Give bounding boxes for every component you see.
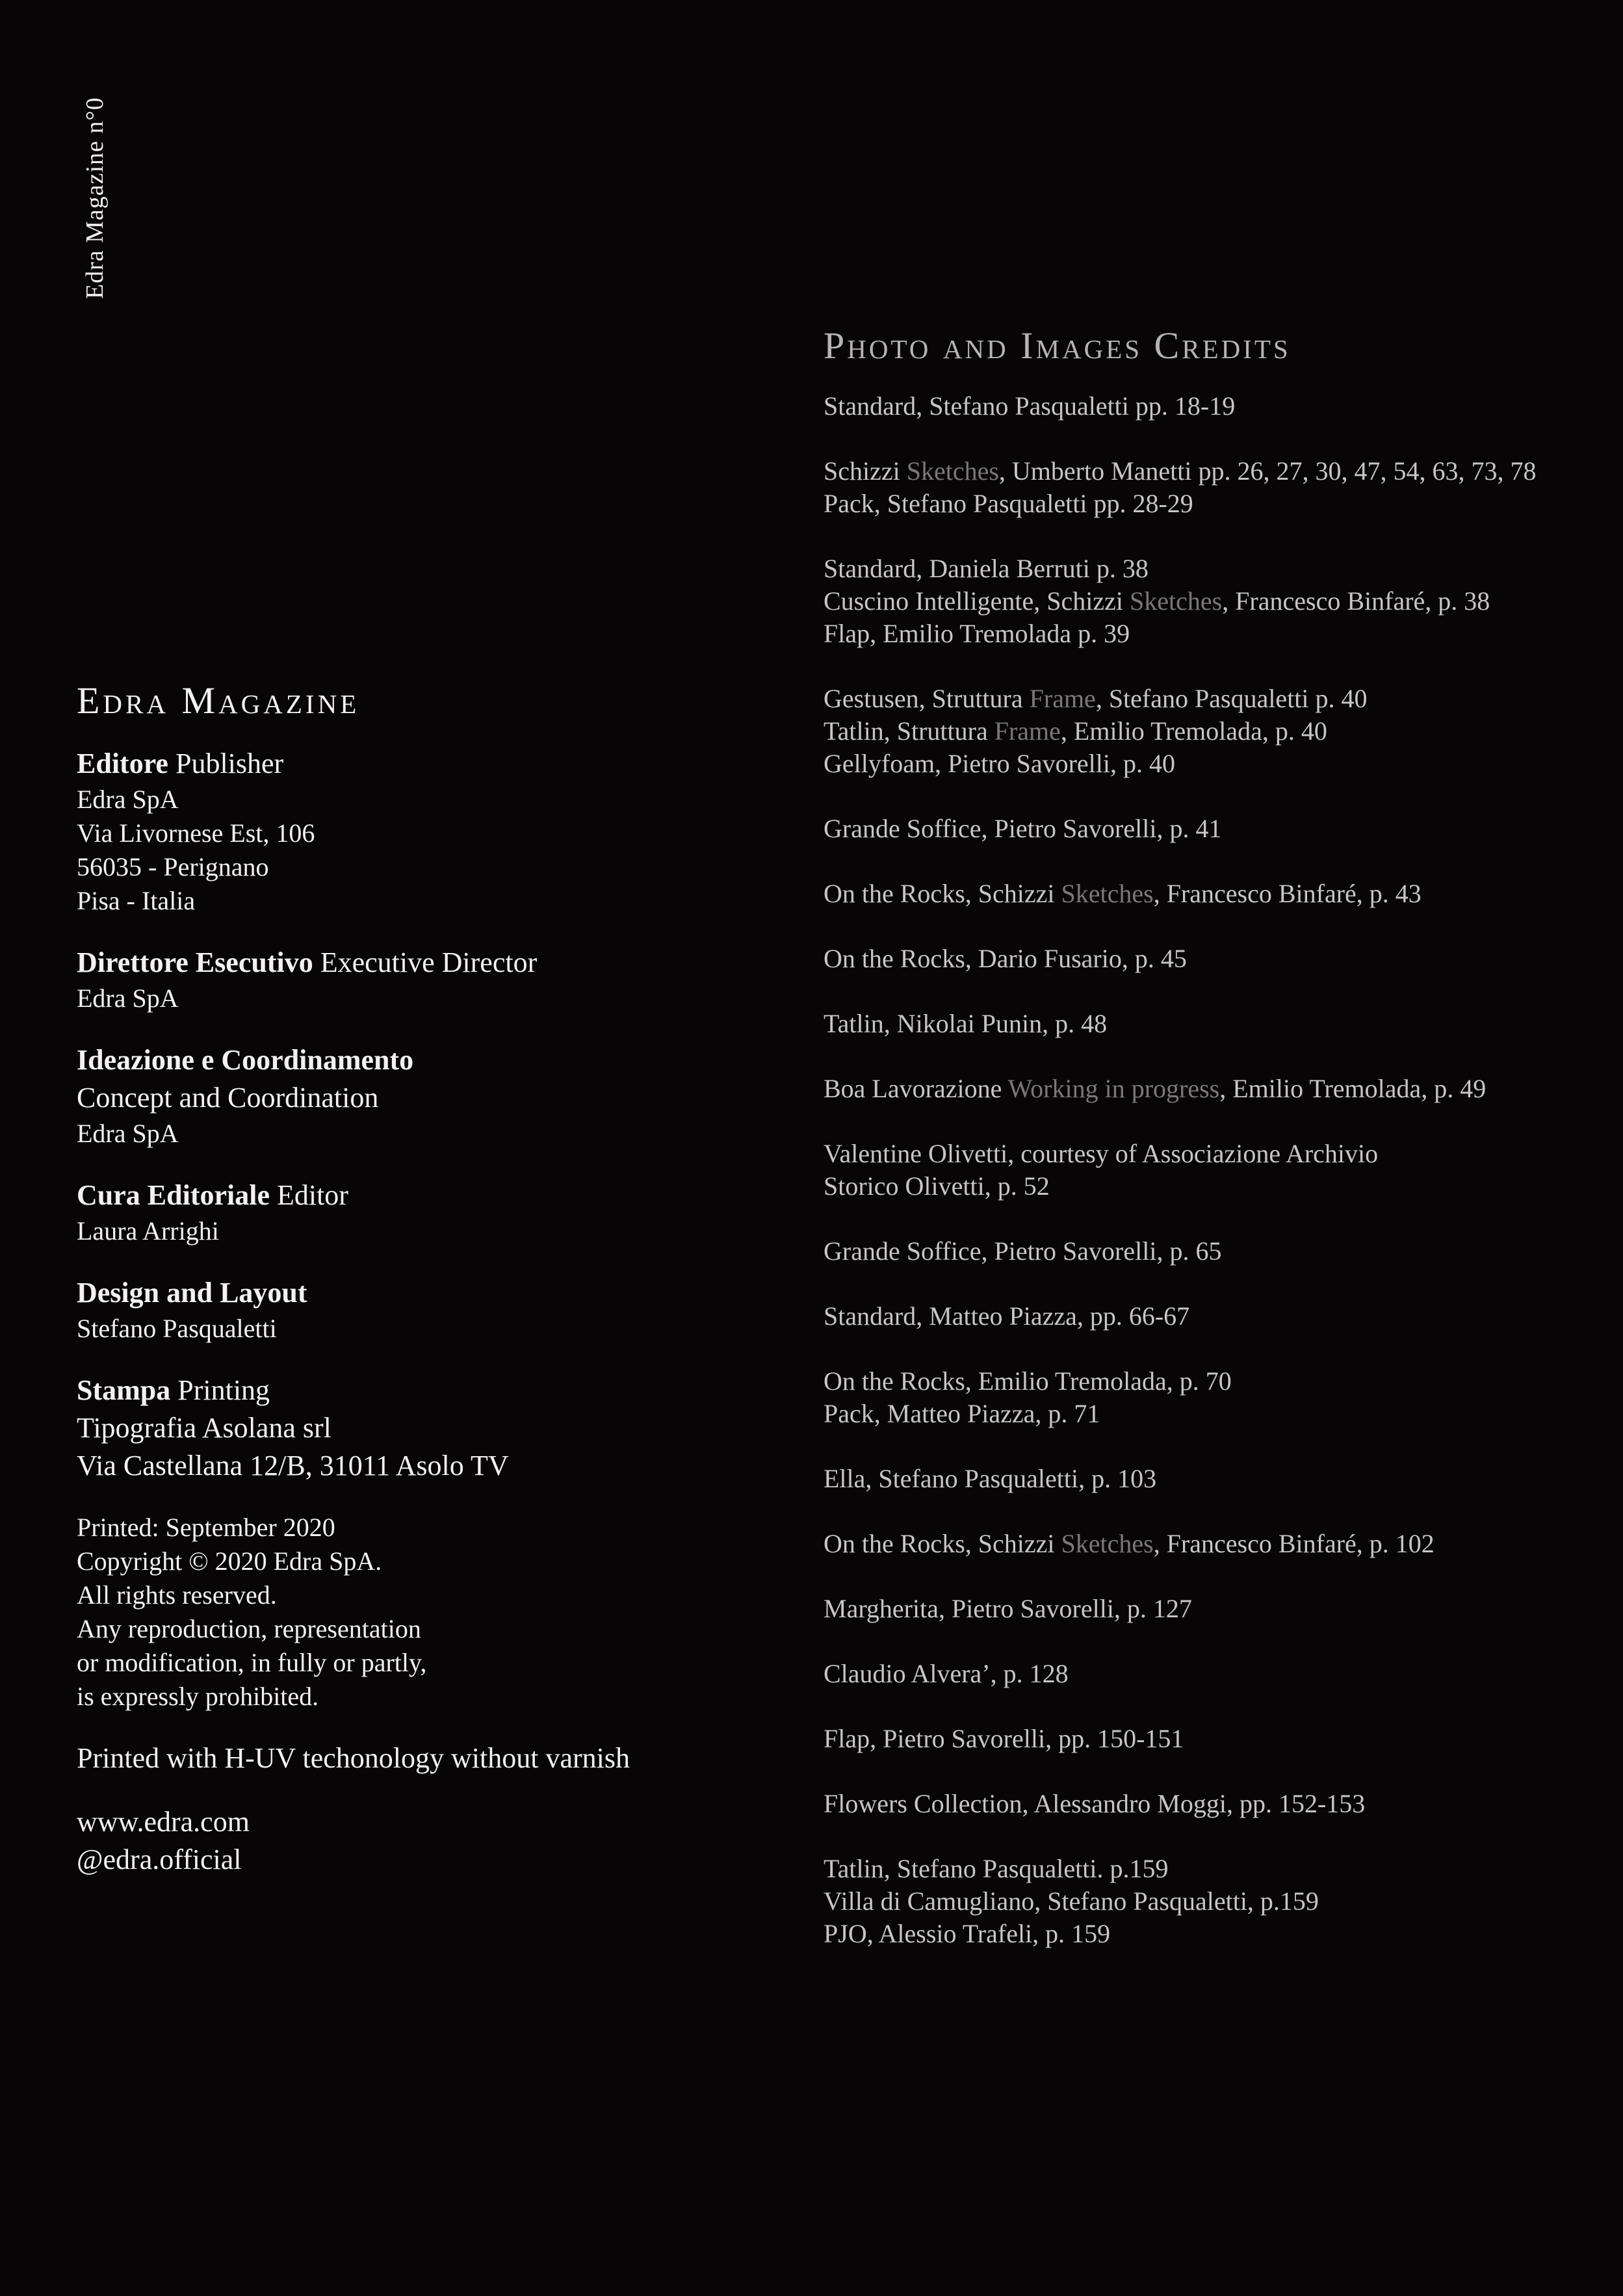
credit-text: Gestusen, Struttura <box>824 683 1030 713</box>
credit-text: , Emilio Tremolada, p. 40 <box>1060 716 1327 746</box>
design-role-text: Design and Layout <box>77 1276 307 1309</box>
publisher-line: Edra SpA <box>77 784 179 814</box>
design-role <box>77 1274 766 1312</box>
credit-line <box>824 1170 1591 1203</box>
credit-translation: Sketches <box>1061 878 1154 908</box>
credits-heading: Photo and Images Credits <box>824 324 1291 367</box>
credit-line <box>824 618 1591 650</box>
editor-role <box>77 1177 766 1214</box>
editor-block <box>77 1177 766 1248</box>
credit-group <box>824 943 1591 975</box>
credit-group <box>824 1788 1591 1820</box>
credit-line <box>824 1528 1591 1560</box>
print-note-block <box>77 1740 766 1777</box>
credit-line <box>824 1853 1591 1885</box>
credit-line <box>824 715 1591 748</box>
design-line: Stefano Pasqualetti <box>77 1313 277 1343</box>
credit-group <box>824 553 1591 650</box>
website-link[interactable]: www.edra.com <box>77 1805 250 1838</box>
legal-line: Copyright © 2020 Edra SpA. <box>77 1546 382 1576</box>
credit-line <box>824 1885 1591 1918</box>
credit-line <box>824 455 1591 488</box>
credits-list <box>824 390 1591 1950</box>
credit-text: Tatlin, Struttura <box>824 716 994 746</box>
credit-line <box>824 1008 1591 1040</box>
credit-line <box>824 1073 1591 1105</box>
publisher-block <box>77 745 766 918</box>
credit-group <box>824 1235 1591 1268</box>
design-block <box>77 1274 766 1346</box>
legal-line: is expressly prohibited. <box>77 1681 319 1711</box>
credit-text: Margherita, Pietro Savorelli, p. 127 <box>824 1593 1192 1623</box>
credit-translation: Sketches <box>1061 1528 1154 1558</box>
executive-director-line: Edra SpA <box>77 983 179 1013</box>
credit-line <box>824 390 1591 423</box>
credit-text: Gellyfoam, Pietro Savorelli, p. 40 <box>824 748 1176 778</box>
printing-role-en: Printing <box>177 1374 270 1406</box>
credit-group <box>824 1365 1591 1430</box>
legal-block <box>77 1511 766 1714</box>
credit-text: Flowers Collection, Alessandro Moggi, pp. 152-153 <box>824 1788 1366 1818</box>
credit-line <box>824 748 1591 780</box>
contacts-block <box>77 1803 766 1879</box>
credit-text: Schizzi <box>824 456 907 486</box>
credit-text: On the Rocks, Schizzi <box>824 1528 1061 1558</box>
credit-line <box>824 1365 1591 1398</box>
credit-group <box>824 683 1591 780</box>
credit-text: Claudio Alvera’, p. 128 <box>824 1658 1069 1688</box>
magazine-issue-title: Edra Magazine n°0 <box>81 97 109 299</box>
credit-translation: Frame <box>994 716 1061 746</box>
credit-group <box>824 1658 1591 1690</box>
credit-line <box>824 1658 1591 1690</box>
credit-line <box>824 943 1591 975</box>
credit-line <box>824 1300 1591 1333</box>
credit-text: PJO, Alessio Trafeli, p. 159 <box>824 1918 1111 1948</box>
credit-text: Flap, Pietro Savorelli, pp. 150-151 <box>824 1723 1184 1753</box>
credit-text: On the Rocks, Dario Fusario, p. 45 <box>824 943 1187 973</box>
credit-text: , Emilio Tremolada, p. 49 <box>1219 1073 1487 1103</box>
credit-line <box>824 585 1591 618</box>
legal-line: Any reproduction, representation <box>77 1613 421 1643</box>
credit-group <box>824 1463 1591 1495</box>
credit-text: On the Rocks, Schizzi <box>824 878 1061 908</box>
credit-line <box>824 553 1591 585</box>
credit-line <box>824 813 1591 845</box>
colophon <box>77 680 766 1905</box>
credit-group <box>824 878 1591 910</box>
credit-line <box>824 1398 1591 1430</box>
credit-line <box>824 1138 1591 1170</box>
credit-text: Cuscino Intelligente, Schizzi <box>824 586 1130 616</box>
credit-text: , Francesco Binfaré, p. 38 <box>1222 586 1490 616</box>
publisher-line: Via Livornese Est, 106 <box>77 818 315 848</box>
legal-line: or modification, in fully or partly, <box>77 1647 427 1677</box>
credit-text: Grande Soffice, Pietro Savorelli, p. 65 <box>824 1236 1222 1266</box>
concept-role-it-text: Ideazione e Coordinamento <box>77 1043 414 1076</box>
credit-line <box>824 1463 1591 1495</box>
credit-text: , Umberto Manetti pp. 26, 27, 30, 47, 54, 63, 73, 78 <box>998 456 1537 486</box>
printing-line: Via Castellana 12/B, 31011 Asolo TV <box>77 1449 509 1481</box>
credit-text: Tatlin, Nikolai Punin, p. 48 <box>824 1008 1108 1038</box>
credit-translation: Sketches <box>906 456 999 486</box>
credit-text: Flap, Emilio Tremolada p. 39 <box>824 618 1130 648</box>
executive-director-role-it: Direttore Esecutivo <box>77 946 313 978</box>
credit-text: Standard, Daniela Berruti p. 38 <box>824 553 1149 583</box>
credit-translation: Sketches <box>1130 586 1223 616</box>
concept-role-en: Concept and Coordination <box>77 1081 379 1114</box>
publisher-role-en: Publisher <box>175 747 284 779</box>
credit-text: , Francesco Binfaré, p. 43 <box>1153 878 1422 908</box>
executive-director-role <box>77 944 766 982</box>
credit-line <box>824 488 1591 520</box>
credit-text: Storico Olivetti, p. 52 <box>824 1171 1050 1201</box>
credit-line <box>824 1593 1591 1625</box>
credit-text: Standard, Stefano Pasqualetti pp. 18-19 <box>824 391 1236 421</box>
concept-block <box>77 1041 766 1151</box>
credit-text: Tatlin, Stefano Pasqualetti. p.159 <box>824 1853 1169 1883</box>
printing-line: Tipografia Asolana srl <box>77 1411 331 1444</box>
editor-role-it: Cura Editoriale <box>77 1179 270 1211</box>
credit-group <box>824 455 1591 520</box>
credit-group <box>824 1300 1591 1333</box>
credit-text: Boa Lavorazione <box>824 1073 1008 1103</box>
publisher-role <box>77 745 766 783</box>
credit-text: Pack, Stefano Pasqualetti pp. 28-29 <box>824 488 1193 518</box>
editor-line: Laura Arrighi <box>77 1216 219 1246</box>
credit-text: , Stefano Pasqualetti p. 40 <box>1095 683 1368 713</box>
credit-line <box>824 1788 1591 1820</box>
legal-line: All rights reserved. <box>77 1580 277 1610</box>
social-handle[interactable]: @edra.official <box>77 1843 242 1875</box>
publisher-line: 56035 - Perignano <box>77 852 269 881</box>
credit-translation: Working in progress <box>1007 1073 1220 1103</box>
credit-line <box>824 1235 1591 1268</box>
credit-text: Grande Soffice, Pietro Savorelli, p. 41 <box>824 813 1222 843</box>
credit-group <box>824 1138 1591 1203</box>
credit-group <box>824 1593 1591 1625</box>
printing-block <box>77 1372 766 1485</box>
credit-text: Pack, Matteo Piazza, p. 71 <box>824 1398 1100 1428</box>
credit-line <box>824 1918 1591 1950</box>
credit-text: Villa di Camugliano, Stefano Pasqualetti, p.159 <box>824 1886 1319 1916</box>
credit-group <box>824 1008 1591 1040</box>
credit-text: Valentine Olivetti, courtesy of Associazione Archivio <box>824 1138 1379 1168</box>
credit-text: Standard, Matteo Piazza, pp. 66-67 <box>824 1301 1190 1331</box>
printing-role <box>77 1372 766 1409</box>
credit-line <box>824 1723 1591 1755</box>
credits-section <box>824 325 1591 1983</box>
credit-group <box>824 813 1591 845</box>
credit-group <box>824 1073 1591 1105</box>
legal-line: Printed: September 2020 <box>77 1512 335 1542</box>
credit-group <box>824 1853 1591 1950</box>
credit-group <box>824 390 1591 423</box>
credit-group <box>824 1723 1591 1755</box>
credit-line <box>824 878 1591 910</box>
credit-text: Ella, Stefano Pasqualetti, p. 103 <box>824 1463 1157 1493</box>
credit-group <box>824 1528 1591 1560</box>
publisher-line: Pisa - Italia <box>77 885 196 915</box>
credit-translation: Frame <box>1029 683 1096 713</box>
executive-director-block <box>77 944 766 1015</box>
credit-text: On the Rocks, Emilio Tremolada, p. 70 <box>824 1366 1232 1396</box>
credit-line <box>824 683 1591 715</box>
publisher-role-it: Editore <box>77 747 168 779</box>
editor-role-en: Editor <box>276 1179 348 1211</box>
credit-text: , Francesco Binfaré, p. 102 <box>1153 1528 1435 1558</box>
executive-director-role-en: Executive Director <box>320 946 538 978</box>
concept-role-it <box>77 1041 766 1079</box>
colophon-heading: Edra Magazine <box>77 679 360 722</box>
concept-line: Edra SpA <box>77 1118 179 1148</box>
print-note: Printed with H-UV techonology without varnish <box>77 1742 630 1774</box>
printing-role-it: Stampa <box>77 1374 171 1406</box>
